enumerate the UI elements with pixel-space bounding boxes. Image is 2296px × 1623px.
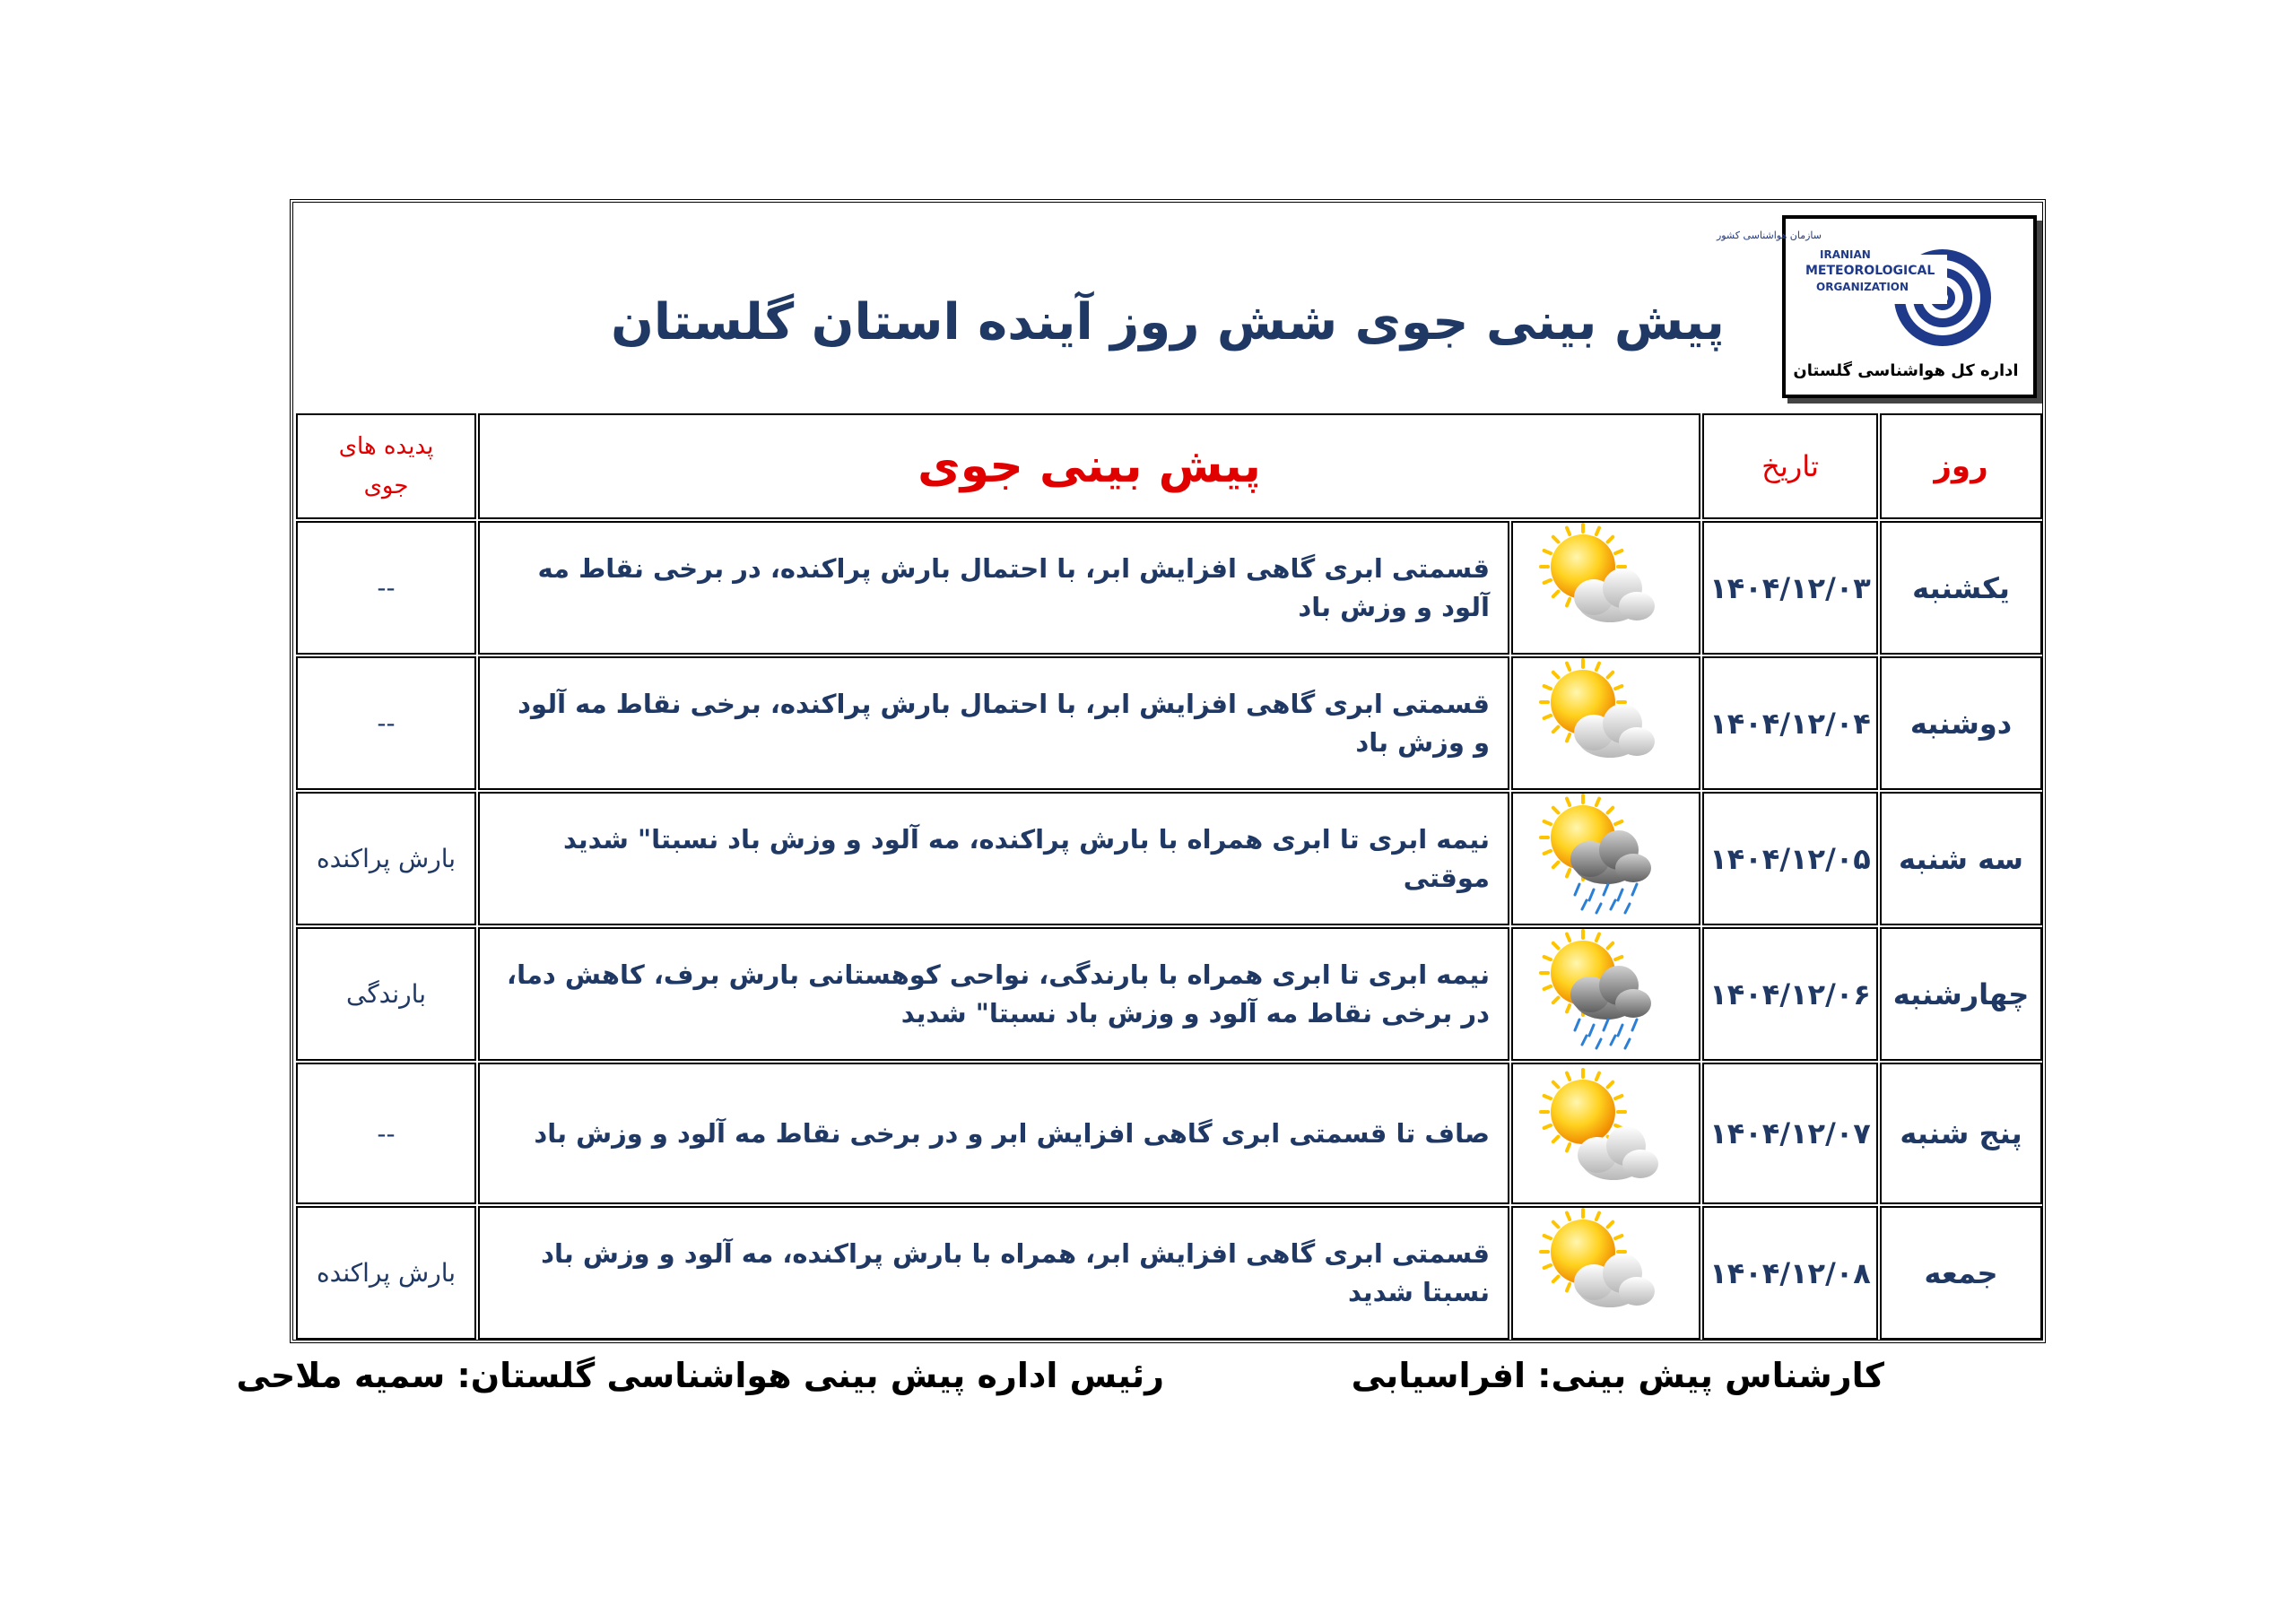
- phenomena-cell: [296, 656, 476, 790]
- day-name: جمعه: [1924, 1255, 1998, 1290]
- logo-top-text: سازمان هواشناسی کشور: [1716, 230, 1822, 241]
- forecaster-credit: کارشناس پیش بینی: افراسیابی: [1351, 1356, 1884, 1395]
- header-phenomena-line2: جوی: [363, 473, 409, 499]
- day-cell: [1880, 927, 2042, 1061]
- phenomena-value: --: [377, 573, 396, 603]
- date-cell: [1702, 792, 1878, 925]
- icon-cell: [1511, 656, 1700, 790]
- partly-cloudy-icon: [1539, 1209, 1674, 1338]
- day-name: یکشنبه: [1912, 570, 2010, 605]
- date-cell: [1702, 521, 1878, 655]
- date-cell: [1702, 1206, 1878, 1340]
- partly-cloudy-icon: [1539, 659, 1674, 788]
- sun-small-cloud-icon: [1539, 1069, 1674, 1198]
- phenomena-cell: [296, 792, 476, 925]
- icon-cell: [1511, 792, 1700, 925]
- forecast-sheet: [290, 199, 2046, 1343]
- organization-logo: [1716, 215, 2037, 398]
- phenomena-cell: [296, 1063, 476, 1204]
- page-title: پیش بینی جوی شش روز آینده استان گلستان: [611, 292, 1725, 352]
- forecast-date: ۱۴۰۴/۱۲/۰۳: [1709, 570, 1871, 605]
- header-date-label: تاریخ: [1761, 449, 1819, 483]
- forecast-cell: [478, 521, 1509, 655]
- phenomena-value: --: [377, 708, 396, 738]
- day-cell: [1880, 792, 2042, 925]
- forecast-text: قسمتی ابری گاهی افزایش ابر، با احتمال بارش پراکنده، در برخی نقاط مه آلود و وزش باد: [537, 553, 1490, 622]
- forecast-date: ۱۴۰۴/۱۲/۰۶: [1709, 976, 1871, 1011]
- phenomena-value: بارش پراکنده: [316, 1258, 457, 1288]
- forecast-date: ۱۴۰۴/۱۲/۰۸: [1709, 1255, 1871, 1290]
- header-phenomena-line1: پدیده های: [338, 433, 434, 460]
- header-forecast-label: پیش بینی جوی: [918, 439, 1261, 493]
- head-credit: رئیس اداره پیش بینی هواشناسی گلستان: سمیه ملاحی: [236, 1356, 1164, 1395]
- icon-cell: [1511, 1063, 1700, 1204]
- icon-cell: [1511, 927, 1700, 1061]
- forecast-cell: [478, 656, 1509, 790]
- forecast-date: ۱۴۰۴/۱۲/۰۷: [1709, 1116, 1871, 1150]
- logo-en-line2: METEOROLOGICAL: [1805, 264, 1935, 278]
- icon-cell: [1511, 1206, 1700, 1340]
- header-day-label: روز: [1934, 448, 1988, 484]
- day-name: سه شنبه: [1899, 841, 2024, 876]
- day-name: دوشنبه: [1909, 706, 2013, 741]
- logo-en-line1: IRANIAN: [1820, 248, 1871, 261]
- forecast-text: نیمه ابری تا ابری همراه با بارندگی، نواحی کوهستانی بارش برف، کاهش دما، در برخی نقاط مه آلود و وزش باد نسبتا" شدید: [507, 959, 1490, 1028]
- header-day: [1880, 413, 2042, 519]
- partly-cloudy-icon: [1539, 524, 1674, 653]
- phenomena-cell: [296, 927, 476, 1061]
- phenomena-cell: [296, 521, 476, 655]
- day-cell: [1880, 656, 2042, 790]
- forecast-text: نیمه ابری تا ابری همراه با بارش پراکنده، مه آلود و وزش باد نسبتا" شدید موقتی: [563, 824, 1490, 893]
- forecast-text: قسمتی ابری گاهی افزایش ابر، با احتمال بارش پراکنده، برخی نقاط مه آلود و وزش باد: [517, 689, 1490, 758]
- header-phenomena: [296, 413, 476, 519]
- forecast-date: ۱۴۰۴/۱۲/۰۴: [1709, 706, 1871, 741]
- day-name: پنج شنبه: [1900, 1116, 2022, 1150]
- forecast-date: ۱۴۰۴/۱۲/۰۵: [1709, 841, 1871, 876]
- phenomena-value: بارندگی: [346, 979, 427, 1009]
- day-cell: [1880, 521, 2042, 655]
- forecast-cell: [478, 1063, 1509, 1204]
- phenomena-value: بارش پراکنده: [316, 844, 457, 873]
- sun-rain-cloud-icon: [1539, 794, 1674, 924]
- date-cell: [1702, 656, 1878, 790]
- logo-emblem-icon: [1716, 219, 2026, 387]
- header-forecast: [478, 413, 1700, 519]
- forecast-text: صاف تا قسمتی ابری گاهی افزایش ابر و در برخی نقاط مه آلود و وزش باد: [534, 1117, 1490, 1149]
- phenomena-cell: [296, 1206, 476, 1340]
- header-date: [1702, 413, 1878, 519]
- forecast-text: قسمتی ابری گاهی افزایش ابر، همراه با بارش پراکنده، مه آلود و وزش باد نسبتا شدید: [541, 1238, 1490, 1307]
- logo-en-line3: ORGANIZATION: [1816, 281, 1909, 293]
- forecast-cell: [478, 792, 1509, 925]
- day-cell: [1880, 1206, 2042, 1340]
- date-cell: [1702, 1063, 1878, 1204]
- phenomena-value: --: [377, 1118, 396, 1149]
- forecast-cell: [478, 927, 1509, 1061]
- icon-cell: [1511, 521, 1700, 655]
- sun-rain-cloud-icon: [1539, 930, 1674, 1059]
- day-cell: [1880, 1063, 2042, 1204]
- date-cell: [1702, 927, 1878, 1061]
- logo-caption: اداره کل هواشناسی گلستان: [1793, 361, 2019, 380]
- forecast-cell: [478, 1206, 1509, 1340]
- day-name: چهارشنبه: [1892, 976, 2030, 1011]
